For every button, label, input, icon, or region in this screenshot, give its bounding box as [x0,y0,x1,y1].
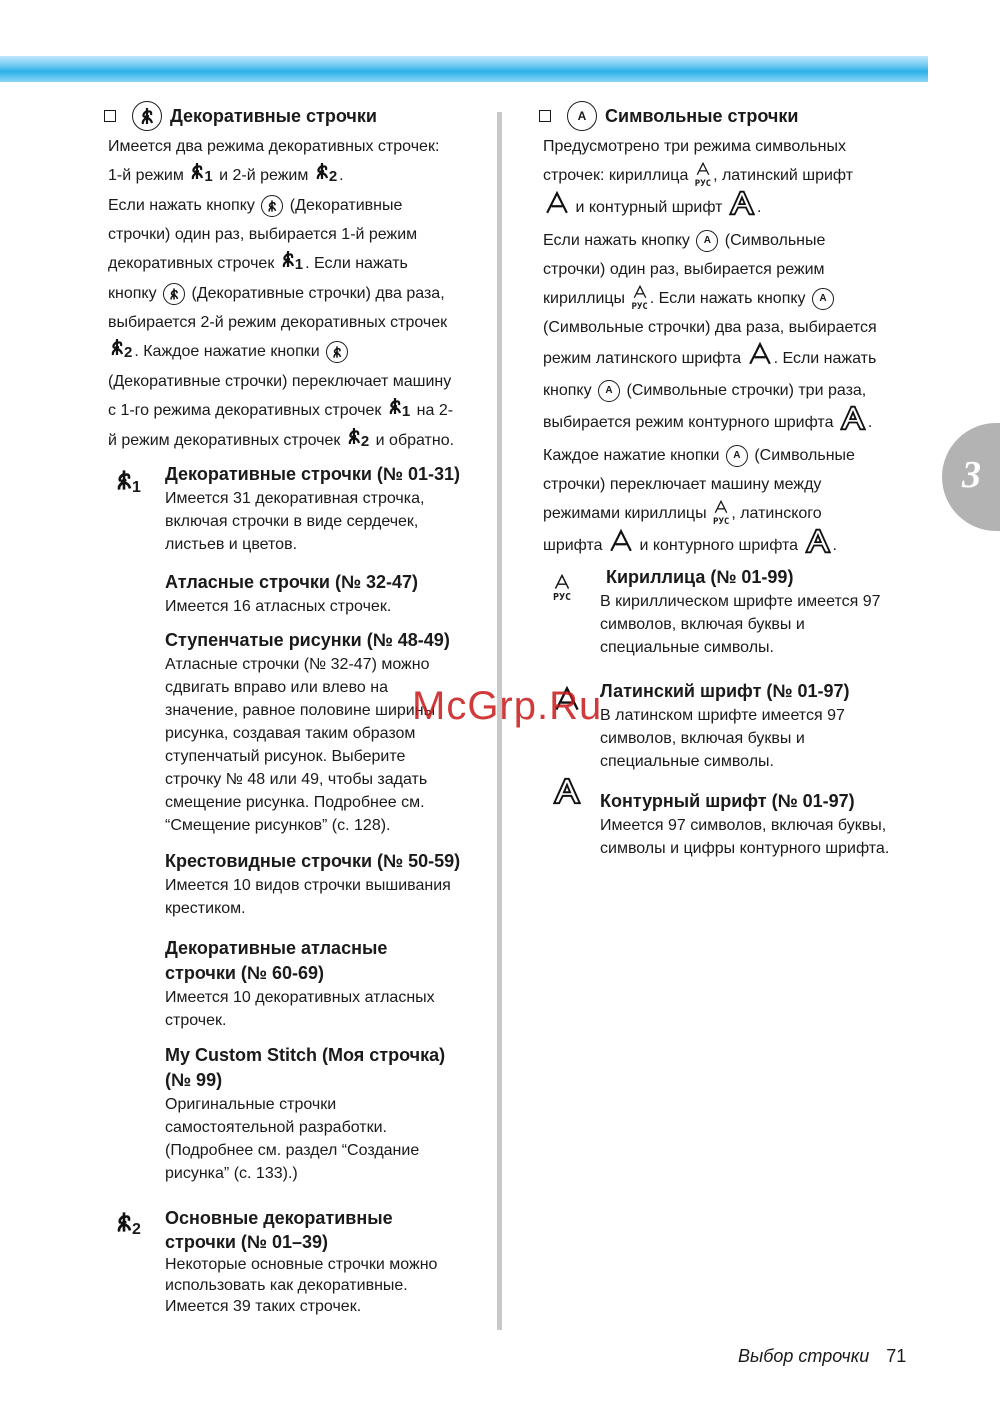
page-number: 71 [886,1346,907,1366]
decorative-mode1-icon: 1 [190,161,212,191]
decorative-button-icon [326,341,348,363]
latin-font-icon [609,529,633,563]
section-cross-50-59: Крестовидные строчки (№ 50-59) Имеется 10 видов строчки вышивания крестиком. [165,851,461,917]
right-column [543,100,923,564]
decorative-mode1-icon: 1 [116,468,141,497]
decorative-mode2-icon: 2 [347,426,369,456]
character-button-icon: A [598,380,620,402]
outline-font-icon [840,405,866,441]
character-heading-text: Символьные строчки [605,106,799,126]
header-color-band [0,56,928,82]
decorative-button-icon [132,101,162,131]
section-outline: Контурный шрифт (№ 01-97) Имеется 97 символов, включая буквы, символы и цифры контурного шрифта. [600,791,890,857]
character-intro: Предусмотрено три режима символьных строчек: кириллица РУС, латинский шрифт и контурный шрифт . Если нажать кнопку A (Символьные строчки) один раз, выбирается режим кириллицы РУС. Если нажать кнопку A (Символьные строчки) два раза, выбирается режим латинского шрифта . Если нажать кнопку A (Символьные строчки) три раза, выбирается режим контурного шрифта . Каждое нажатие кнопки A (Символьные строчки) переключает машину между режимами кириллицы РУС, латинского шрифта и контурного шрифта . [543,132,923,564]
outline-font-icon [729,190,755,226]
section-latin: Латинский шрифт (№ 01-97) В латинском шрифте имеется 97 символов, включая буквы и специальные символы. [600,681,850,770]
decorative-mode2-icon: 2 [315,161,337,191]
left-column [108,100,490,456]
outline-font-icon [553,777,581,810]
chapter-tab: 3 [942,423,1000,531]
cyrillic-font-icon: РУС [695,162,711,189]
decorative-mode1-icon: 1 [388,396,410,426]
watermark-text: McGrp.Ru [412,684,603,728]
cyrillic-font-icon: РУС [713,500,729,527]
latin-font-icon [748,342,772,376]
decorative-mode1-icon: 1 [281,249,303,279]
decorative-mode2-icon: 2 [116,1210,141,1239]
cyrillic-font-icon: РУС [632,285,648,312]
character-heading [539,100,923,132]
page-footer [738,1346,906,1367]
section-decorative-satin-60-69: Декоративные атласные строчки (№ 60-69) Имеется 10 декоративных атласных строчек. [165,938,435,1029]
section-step-48-49: Ступенчатые рисунки (№ 48-49) Атласные строчки (№ 32-47) можно сдвигать вправо или влево на значение, равное половине ширины рисунка, создавая таким образом ступенчатый рисунок. Выберите строчку № 48 или 49, чтобы задать смещение рисунка. Подробнее см. “Смещение рисунков” (с. 128). [165,630,450,834]
character-button-icon: A [567,101,597,131]
footer-section-title: Выбор строчки [738,1346,870,1366]
decorative-button-icon [261,195,283,217]
decorative-mode2-icon: 2 [110,337,132,367]
character-button-icon: A [696,230,718,252]
outline-font-icon [805,528,831,564]
checkbox-square-icon [104,110,116,122]
character-button-icon: A [726,445,748,467]
decorative-heading [104,100,490,132]
checkbox-square-icon [539,110,551,122]
cyrillic-font-icon: РУС [552,574,572,603]
decorative-intro: Имеется два режима декоративных строчек: 1-й режим 1 и 2-й режим 2 . Если нажать кнопку (Декоративные строчки) один раз, выбирается 1-й режим декоративных строчек 1 . Если нажать кнопку (Декоративные строчки) два раза, выбирается 2-й режим декоративных строчек 2 . Каждое нажатие кнопки (Декоративные строчки) переключает машину с 1-го режима декоративных строчек 1 на 2- й режим декоративных строчек 2 и обратно. [108,132,490,456]
section-satin-32-47: Атласные строчки (№ 32-47) Имеется 16 атласных строчек. [165,572,419,615]
section-decorative-01-31: Декоративные строчки (№ 01-31) Имеется 31 декоративная строчка, включая строчки в виде сердечек, листьев и цветов. [165,464,461,553]
section-cyrillic: Кириллица (№ 01-99) В кириллическом шрифте имеется 97 символов, включая буквы и специальные символы. [600,567,881,656]
section-my-custom-stitch: My Custom Stitch (Моя строчка) (№ 99) Оригинальные строчки самостоятельной разработки. (Подробнее см. раздел “Создание рисунка” (с. 133).) [165,1045,446,1182]
character-button-icon: A [812,288,834,310]
section-basic-decorative: Основные декоративные строчки (№ 01–39) Некоторые основные строчки можно использовать как декоративные. Имеется 39 таких строчек. [165,1208,438,1315]
decorative-heading-text: Декоративные строчки [170,106,377,126]
decorative-button-icon [163,283,185,305]
latin-font-icon [545,191,569,225]
